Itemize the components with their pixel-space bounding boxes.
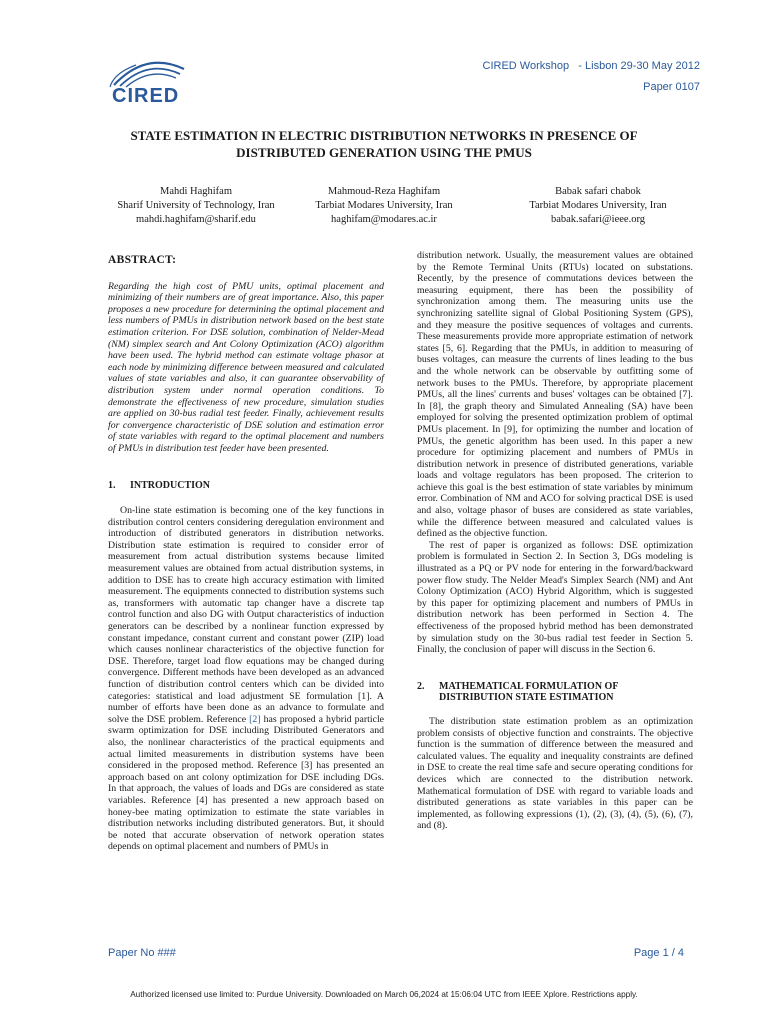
footer-paper-no: Paper No ### bbox=[108, 947, 176, 959]
section-number: 1. bbox=[108, 479, 116, 491]
section-title: INTRODUCTION bbox=[130, 479, 211, 491]
author-name: Babak safari chabok bbox=[555, 186, 641, 197]
authorization-notice: Authorized licensed use limited to: Purdue University. Downloaded on March 06,2024 at 15:06:04 UTC from IEEE Xplore. Restrictions apply. bbox=[130, 990, 638, 999]
author-affiliation: Sharif University of Technology, Iran bbox=[117, 200, 275, 211]
author-block bbox=[498, 185, 698, 227]
section-heading bbox=[108, 480, 384, 492]
author-email: haghifam@modares.ac.ir bbox=[331, 214, 437, 225]
section-heading bbox=[417, 681, 693, 704]
reference-link[interactable]: [2] bbox=[249, 713, 261, 725]
author-email: babak.safari@ieee.org bbox=[550, 214, 645, 225]
cired-logo bbox=[106, 55, 190, 107]
section-title-line1: MATHEMATICAL FORMULATION OF bbox=[439, 680, 619, 692]
abstract-text: Regarding the high cost of PMU units, optimal placement and minimizing of their numbers are of great importance. Also, this paper proposes a new procedure for determining the optimal placement and less numbers of PMUs in distribution network based on the best state estimation criterion. For DSE solution, combination of Nelder-Mead (NM) simplex search and Ant Colony Optimization (ACO) algorithm have been used. The hybrid method can estimate voltage phasor at each node by minimizing difference between measured and calculated values of state variables and also, it can guarantee observability of distribution system under normal operation conditions. To demonstrate the effectiveness of new procedure, simulation studies are applied on 30-bus radial test feeder. Finally, achievement results for convergence characteristic of DSE solution and estimation error of state variables with regard to the optimal placement and numbers of PMUs in distribution test feeder have been presented. bbox=[108, 280, 384, 454]
section2-paragraph: The distribution state estimation problem as an optimization problem consists of objective function and constraints. The objective function is the summation of difference between the measured and calculated values. The equality and inequality constraints are defined in DSE to create the real time safe and secure operating conditions for devices which are connected to the distribution network. Mathematical formulation of DSE with regard to variable loads and distributed generations as state variables in this paper can be implemented, as following expressions (1), (2), (3), (4), (5), (6), (7), and (8). bbox=[417, 715, 693, 832]
right-column bbox=[417, 250, 693, 832]
author-affiliation: Tarbiat Modares University, Iran bbox=[529, 200, 667, 211]
abstract-heading: ABSTRACT: bbox=[108, 254, 177, 266]
intro-text-a: On-line state estimation is becoming one of the key functions in distribution control centers considering deregulation environment and introduction of distributed generators in distribution networks. Distribution state estimation is required to consider error of measurement from actual distribution systems because limited measurement values are obtained from actual distribution systems, in addition to DSE has to create high accuracy estimation with limited measurement. The equipments connected to distribution systems such as, transformers with automatic tap changer have a discrete tap control function and also DG with Output characteristics of induction generators can be described by a nonlinear function expressed by constant impedance, constant current and constant power (ZIP) load which causes nonlinear characteristics of the objective function for DSE. Therefore, target load flow equations may be changed during convergence. Different methods have been developed as an advanced function of distribution control centers which can be divided into categories: statistical and load adjustment SE formulation [1]. A number of efforts have been done as an advance to formulate and solve the DSE problem. Reference bbox=[108, 505, 384, 725]
section-number: 2. bbox=[417, 680, 425, 692]
author-name: Mahmoud-Reza Haghifam bbox=[327, 186, 441, 197]
author-affiliation: Tarbiat Modares University, Iran bbox=[315, 200, 453, 211]
logo-arcs-icon bbox=[106, 55, 190, 107]
left-column bbox=[108, 250, 384, 853]
section-title-line2: DISTRIBUTION STATE ESTIMATION bbox=[439, 692, 614, 704]
author-block bbox=[96, 185, 296, 227]
author-email: mahdi.haghifam@sharif.edu bbox=[136, 214, 256, 225]
logo-text: CIRED bbox=[112, 85, 180, 107]
footer-page-number: Page 1 / 4 bbox=[633, 947, 684, 959]
intro-paragraph bbox=[108, 505, 384, 853]
author-name: Mahdi Haghifam bbox=[159, 186, 233, 197]
author-block bbox=[284, 185, 484, 227]
intro-outline-paragraph: The rest of paper is organized as follows: DSE optimization problem is formulated in Section 2. In Section 3, DGs modeling is illustrated as a PQ or PV node for entering in the forward/backward power flow study. The Nelder Mead's Simplex Search (NM) and Ant Colony Optimization (ACO) Hybrid Algorithm, which is suggested by this paper for optimizing placement and numbers of PMUs in distribution network has been performed in Section 4. The effectiveness of the proposed hybrid method has been demonstrated by simulation study on the 30-bus radial test feeder in Section 5. Finally, the conclusion of paper will discuss in the Section 6. bbox=[417, 539, 693, 656]
workshop-info: CIRED Workshop - Lisbon 29-30 May 2012 bbox=[482, 60, 700, 72]
intro-continued: distribution network. Usually, the measurement values are obtained by the Remote Terminal Units (RTUs) located on substations. Recently, by the presence of commutations devices between the measuring equipment, there has been the possibility of synchronization among them. The measuring units use the synchronizing satellite signal of Global Positioning System (GPS), and they measure the positive sequences of voltages and currents. These measurements provide more appropriate estimation of network states [5, 6]. Regarding that the PMUs, in addition to measuring of buses voltages, can measure the currents of lines leading to the bus and the whole network can be observable by outfitting some of network buses to the PMUs. Therefore, by appropriate placement PMUs, all the lines' currents and buses' voltages can be obtained [7]. In [8], the graph theory and Simulated Annealing (SA) have been employed for solving the presented optimization problem of optimal PMUs placement. In [9], for optimizing the number and location of PMUs, the genetic algorithm has been used. In this paper a new procedure for optimizing placement and numbers of PMUs in distribution network in presence of distributed generations, variable loads and voltage regulators has been proposed. The criterion to achieve this goal is the best estimation of state variables by minimum error. Combination of NM and ACO for solving practical DSE is used and also, voltage phasor of buses are considered as state variables, while the difference between measured and calculated values is defined as the objective function. bbox=[417, 250, 693, 540]
paper-number: Paper 0107 bbox=[643, 81, 700, 93]
paper-title: STATE ESTIMATION IN ELECTRIC DISTRIBUTION NETWORKS IN PRESENCE OF DISTRIBUTED GENERATION USING THE PMUS bbox=[130, 128, 638, 160]
intro-text-b: has proposed a hybrid particle swarm optimization for DSE including Distributed Generators and also, the nonlinear characteristics of the practical equipments and actual limited measurements in distribution systems have been considered in the proposed method. Reference [3] has presented an approach based on ant colony optimization for DSE including DGs. In that approach, the values of loads and DGs are considered as state variables. Reference [4] has presented a new approach based on honey-bee mating optimization to estimate the state variables in distribution networks including distributed generators. But, it should be noted that accurate observation of network operation states depends on optimal placement and numbers of PMUs in bbox=[108, 713, 385, 853]
